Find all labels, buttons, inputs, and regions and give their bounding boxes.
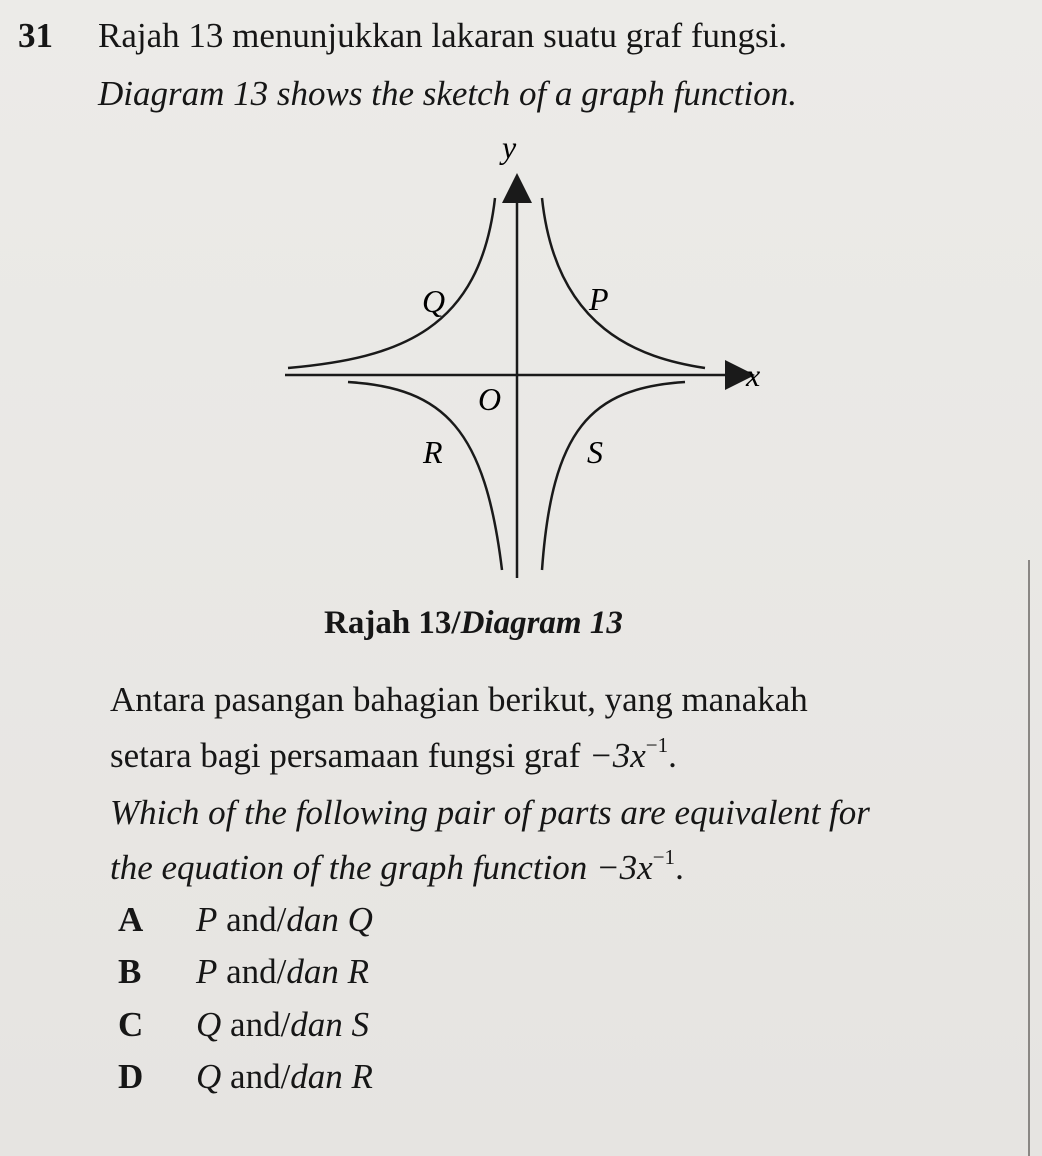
body-english-line-2 (110, 845, 684, 888)
option-b-first: P (196, 952, 218, 991)
option-a-sep: and/ (226, 900, 287, 939)
option-c-second: S (351, 1005, 370, 1044)
option-d-first: Q (196, 1057, 222, 1096)
option-c-first: Q (196, 1005, 222, 1044)
option-b-sep: and/ (226, 952, 287, 991)
option-b-sep-en: dan (286, 952, 339, 991)
curve-p (542, 198, 705, 368)
page-edge-divider (1028, 560, 1030, 1156)
curve-label-p: P (589, 281, 609, 317)
option-a-first: P (196, 900, 218, 939)
option-c-sep-en: dan (290, 1005, 343, 1044)
option-c-sep: and/ (230, 1005, 291, 1044)
question-title-english: Diagram 13 shows the sketch of a graph function. (98, 74, 797, 113)
graph-diagram (280, 130, 780, 590)
body-malay-line-2-text: setara bagi persamaan fungsi graf (110, 736, 590, 775)
option-b-letter: B (118, 952, 142, 991)
curve-label-q: Q (422, 283, 446, 319)
equation-period: . (668, 736, 677, 775)
curve-label-s: S (587, 434, 603, 470)
equation-base: −3x (589, 736, 646, 775)
body-english-line-2-text: the equation of the graph function (110, 848, 597, 887)
equation-exponent: −1 (645, 733, 669, 757)
equation-base-english: −3x (596, 848, 653, 887)
question-title-malay: Rajah 13 menunjukkan lakaran suatu graf fungsi. (98, 16, 788, 55)
option-a-second: Q (347, 900, 373, 939)
option-a-letter: A (118, 900, 144, 939)
body-malay-line-2 (110, 733, 677, 776)
option-a[interactable] (118, 900, 373, 940)
option-d-sep: and/ (230, 1057, 291, 1096)
question-number: 31 (18, 16, 53, 55)
option-d-second: R (351, 1057, 373, 1096)
option-b-second: R (347, 952, 370, 991)
diagram-caption (324, 605, 623, 642)
y-axis-label: y (502, 130, 517, 165)
body-malay-line-1: Antara pasangan bahagian berikut, yang manakah (110, 680, 808, 719)
option-d[interactable] (118, 1057, 373, 1097)
x-axis-label: x (746, 357, 761, 393)
curve-label-r: R (423, 434, 443, 470)
caption-malay: Rajah 13/ (324, 605, 461, 641)
option-a-sep-en: dan (286, 900, 339, 939)
option-d-letter: D (118, 1057, 144, 1096)
option-d-sep-en: dan (290, 1057, 343, 1096)
option-c[interactable] (118, 1005, 369, 1045)
option-c-letter: C (118, 1005, 144, 1044)
equation-exponent-english: −1 (652, 845, 676, 869)
equation-period-english: . (675, 848, 684, 887)
curve-q (288, 198, 495, 368)
body-english-line-1: Which of the following pair of parts are equivalent for (110, 793, 870, 832)
caption-english: Diagram 13 (460, 605, 623, 641)
option-b[interactable] (118, 952, 369, 992)
origin-label: O (478, 381, 502, 417)
curve-s (542, 382, 685, 570)
